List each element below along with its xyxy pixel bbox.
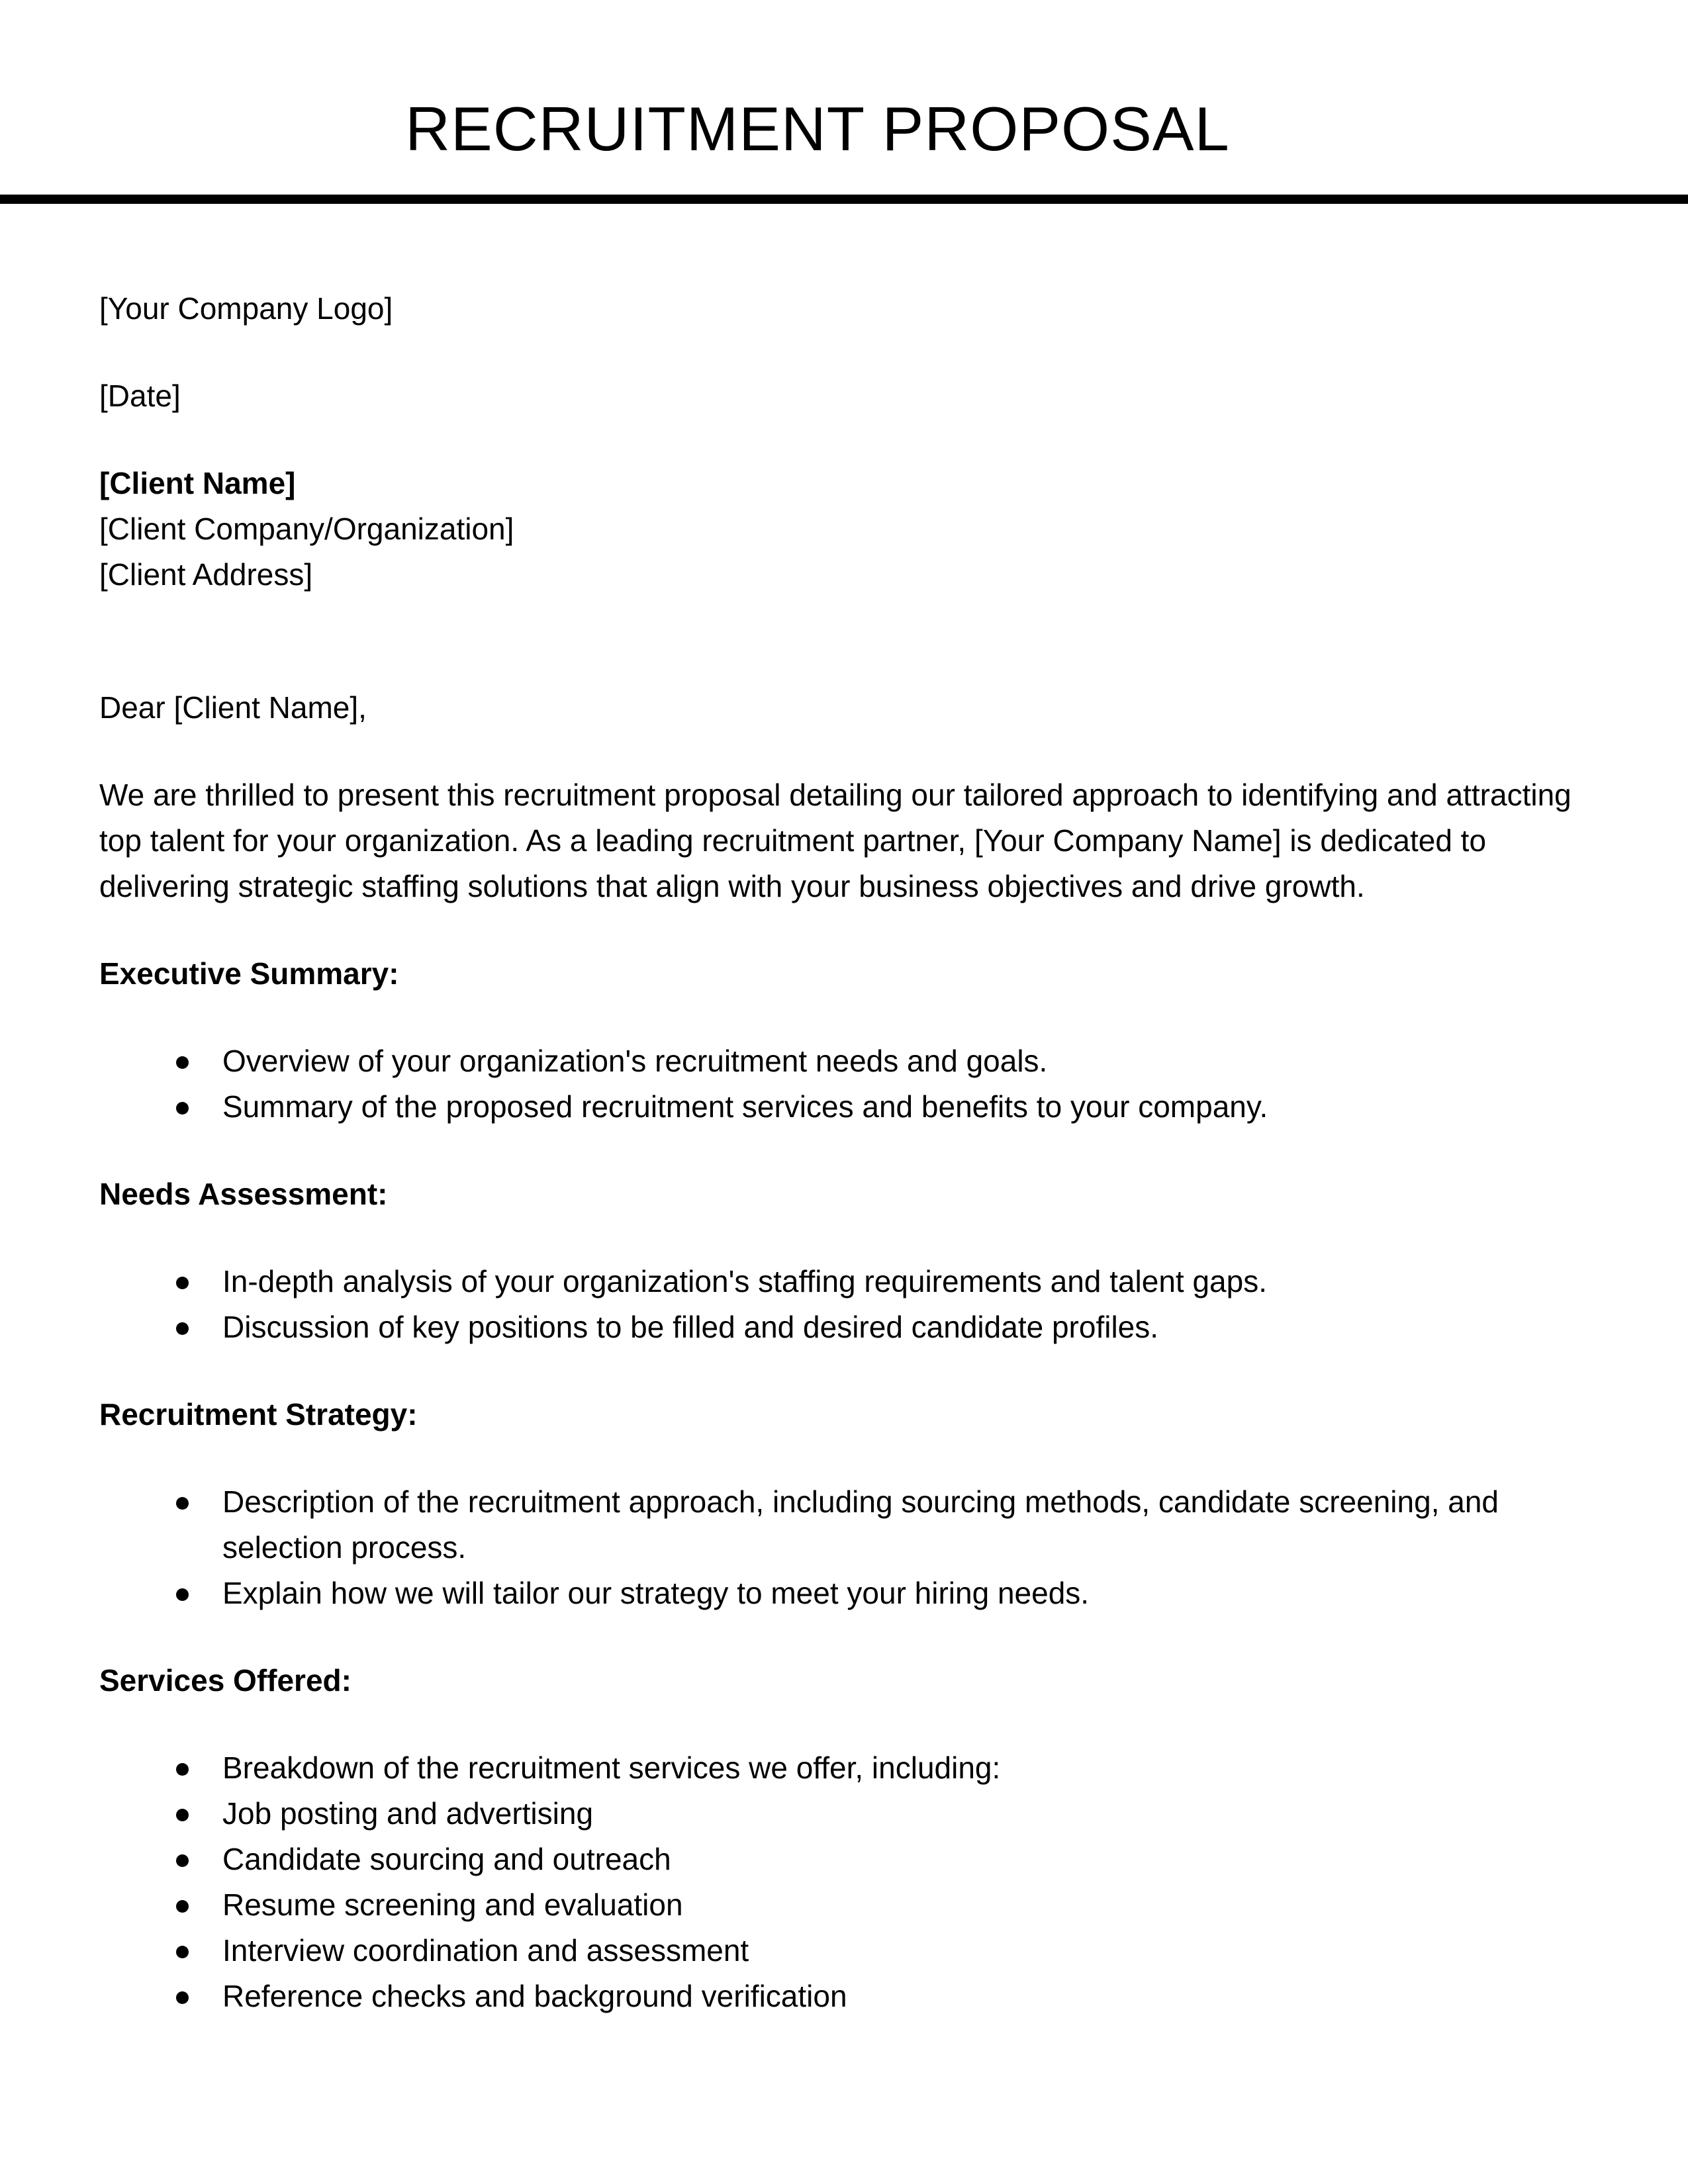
list-item <box>99 1837 1575 1882</box>
services-offered-list <box>99 1745 1575 2019</box>
section-heading-needs-assessment: Needs Assessment: <box>99 1177 388 1211</box>
bullet-icon <box>176 1763 189 1776</box>
list-item-text: Explain how we will tailor our strategy to meet your hiring needs. <box>222 1576 1090 1610</box>
section-heading-recruitment-strategy: Recruitment Strategy: <box>99 1397 418 1432</box>
list-item <box>99 1974 1575 2019</box>
list-item <box>99 1882 1575 1928</box>
company-logo-placeholder: [Your Company Logo] <box>99 291 393 326</box>
list-item-text: Breakdown of the recruitment services we offer, including: <box>222 1751 1001 1785</box>
list-item <box>99 1259 1575 1304</box>
list-item-text: Reference checks and background verification <box>222 1979 847 2013</box>
bullet-icon <box>176 1056 189 1069</box>
client-address: [Client Address] <box>99 557 313 592</box>
client-name: [Client Name] <box>99 466 296 500</box>
list-item <box>99 1304 1575 1350</box>
greeting: Dear [Client Name], <box>99 690 367 725</box>
list-item <box>99 1745 1575 1791</box>
title-divider <box>0 195 1688 204</box>
bullet-icon <box>176 1854 189 1867</box>
bullet-icon <box>176 1809 189 1821</box>
section-heading-executive-summary: Executive Summary: <box>99 956 399 991</box>
bullet-icon <box>176 1102 189 1115</box>
section-heading-services-offered: Services Offered: <box>99 1663 352 1698</box>
list-item-text: In-depth analysis of your organization's staffing requirements and talent gaps. <box>222 1264 1267 1298</box>
bullet-icon <box>176 1588 189 1601</box>
bullet-icon <box>176 1946 189 1958</box>
bullet-icon <box>176 1900 189 1913</box>
recruitment-strategy-list <box>99 1479 1575 1616</box>
bullet-icon <box>176 1322 189 1335</box>
list-item <box>99 1479 1575 1570</box>
list-item-text: Overview of your organization's recruitment needs and goals. <box>222 1044 1048 1078</box>
bullet-icon <box>176 1497 189 1510</box>
list-item <box>99 1038 1575 1084</box>
needs-assessment-list <box>99 1259 1575 1350</box>
list-item-text: Summary of the proposed recruitment services and benefits to your company. <box>222 1089 1268 1124</box>
client-address-block <box>99 461 1575 598</box>
list-item-text: Interview coordination and assessment <box>222 1933 749 1968</box>
executive-summary-list <box>99 1038 1575 1130</box>
list-item <box>99 1928 1575 1974</box>
bullet-icon <box>176 1277 189 1289</box>
list-item <box>99 1084 1575 1130</box>
date-placeholder: [Date] <box>99 379 181 413</box>
bullet-icon <box>176 1991 189 2004</box>
document-title: RECRUITMENT PROPOSAL <box>405 94 1230 163</box>
list-item-text: Description of the recruitment approach, including sourcing methods, candidate screening, and selection process. <box>222 1484 1499 1565</box>
document-body <box>99 286 1575 2061</box>
list-item-text: Job posting and advertising <box>222 1796 594 1831</box>
list-item <box>99 1791 1575 1837</box>
intro-paragraph: We are thrilled to present this recruitment proposal detailing our tailored approach to identifying and attracting top talent for your organization. As a leading recruitment partner, [Your Company Name] is dedicated to delivering strategic staffing solutions that align with your business objectives and drive growth. <box>99 778 1571 903</box>
client-company: [Client Company/Organization] <box>99 512 514 546</box>
list-item-text: Candidate sourcing and outreach <box>222 1842 671 1876</box>
list-item-text: Discussion of key positions to be filled and desired candidate profiles. <box>222 1310 1159 1344</box>
list-item-text: Resume screening and evaluation <box>222 1888 683 1922</box>
list-item <box>99 1570 1575 1616</box>
